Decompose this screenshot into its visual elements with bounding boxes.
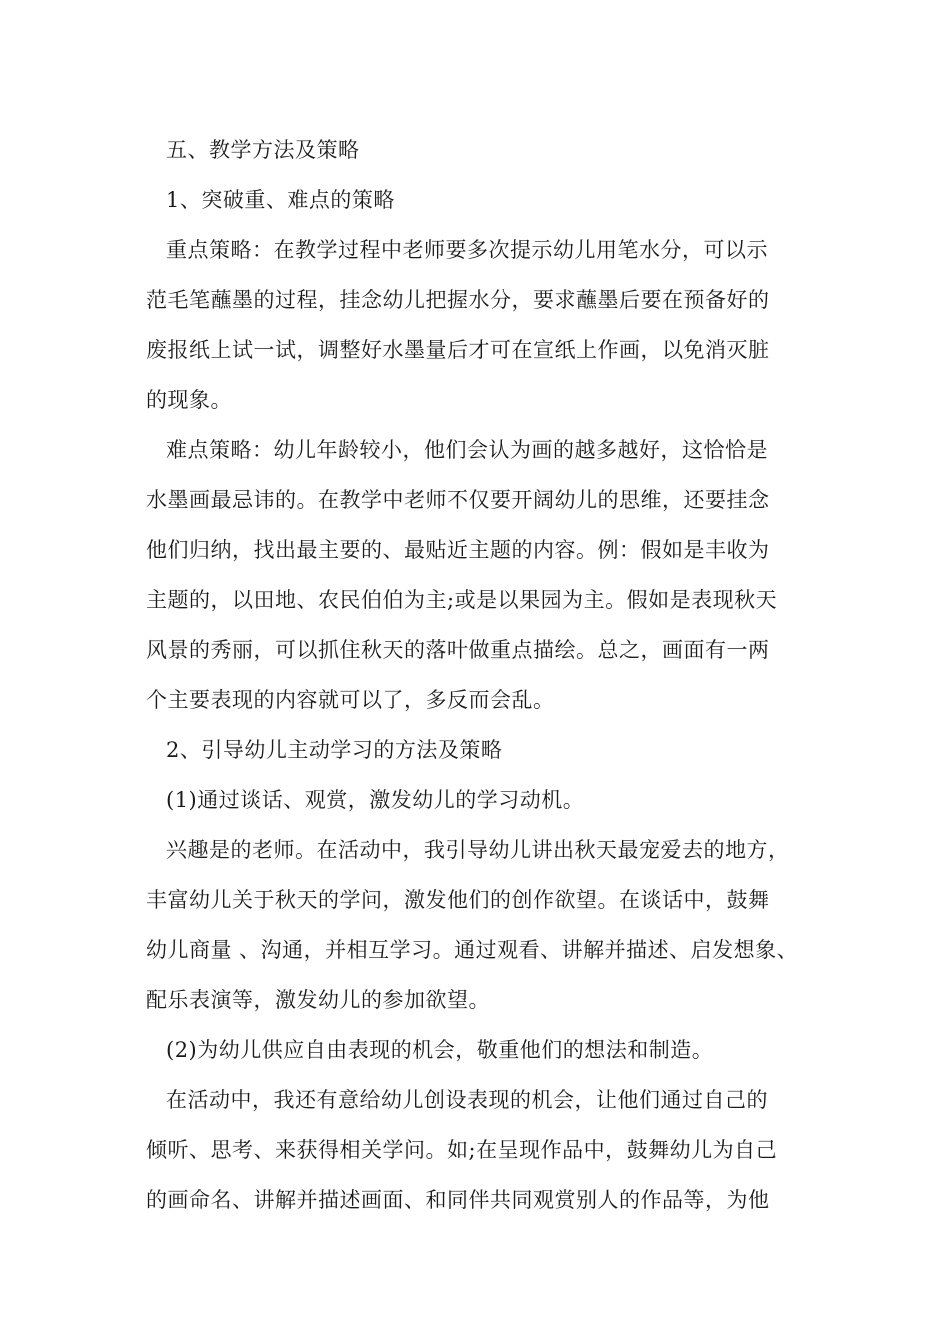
paragraph-line: 水墨画最忌讳的。在教学中老师不仅要开阔幼儿的思维，还要挂念	[146, 488, 770, 512]
subsection-heading: 1、突破重、难点的策略	[166, 188, 395, 212]
paragraph-line: 难点策略：幼儿年龄较小，他们会认为画的越多越好，这恰恰是	[166, 438, 768, 462]
subsection-heading: 2、引导幼儿主动学习的方法及策略	[166, 738, 503, 762]
paragraph-line: 重点策略：在教学过程中老师要多次提示幼儿用笔水分，可以示	[166, 238, 768, 262]
paragraph-line: 主题的，以田地、农民伯伯为主;或是以果园为主。假如是表现秋天	[146, 588, 778, 612]
paragraph-line: 幼儿商量 、沟通，并相互学习。通过观看、讲解并描述、启发想象、	[146, 938, 799, 962]
paragraph-line: 配乐表演等，激发幼儿的参加欲望。	[146, 988, 490, 1012]
paragraph-line: 在活动中，我还有意给幼儿创设表现的机会，让他们通过自己的	[166, 1088, 768, 1112]
paragraph-line: 个主要表现的内容就可以了，多反而会乱。	[146, 688, 555, 712]
paragraph-line: 的现象。	[146, 388, 232, 412]
paragraph-line: 他们归纳，找出最主要的、最贴近主题的内容。例：假如是丰收为	[146, 538, 770, 562]
section-heading: 五、教学方法及策略	[166, 138, 360, 162]
list-item-heading: (1)通过谈话、观赏，激发幼儿的学习动机。	[166, 788, 585, 812]
paragraph-line: 兴趣是的老师。在活动中，我引导幼儿讲出秋天最宠爱去的地方，	[166, 838, 790, 862]
paragraph-line: 范毛笔蘸墨的过程，挂念幼儿把握水分，要求蘸墨后要在预备好的	[146, 288, 770, 312]
list-item-heading: (2)为幼儿供应自由表现的机会，敬重他们的想法和制造。	[166, 1038, 714, 1062]
paragraph-line: 废报纸上试一试，调整好水墨量后才可在宣纸上作画，以免消灭脏	[146, 338, 770, 362]
paragraph-line: 的画命名、讲解并描述画面、和同伴共同观赏别人的作品等，为他	[146, 1188, 770, 1212]
paragraph-line: 丰富幼儿关于秋天的学问，激发他们的创作欲望。在谈话中，鼓舞	[146, 888, 770, 912]
paragraph-line: 倾听、思考、来获得相关学问。如;在呈现作品中，鼓舞幼儿为自己	[146, 1138, 778, 1162]
paragraph-line: 风景的秀丽，可以抓住秋天的落叶做重点描绘。总之，画面有一两	[146, 638, 770, 662]
